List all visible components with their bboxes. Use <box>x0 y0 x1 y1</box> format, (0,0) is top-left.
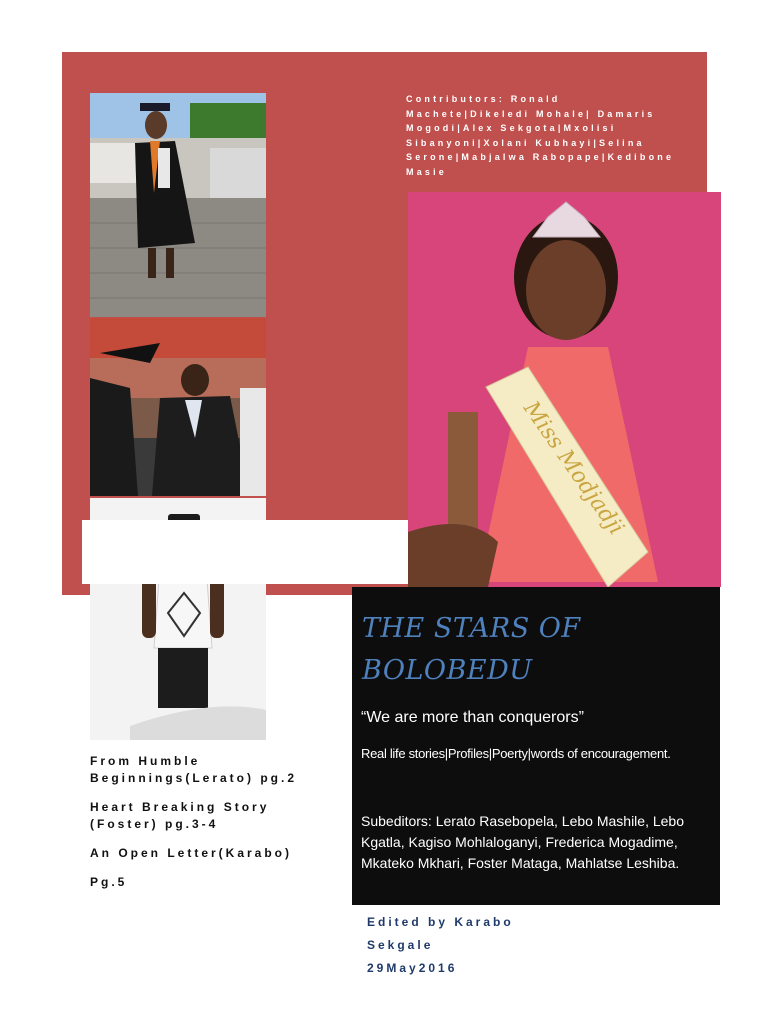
toc-item: Pg.5 <box>90 875 128 889</box>
editor-line: Edited by Karabo <box>367 915 514 929</box>
editor-credit <box>367 911 514 980</box>
table-of-contents <box>90 753 340 903</box>
tagline: “We are more than conquerors” <box>361 709 584 726</box>
toc-item: An Open Letter(Karabo) <box>90 846 293 860</box>
divider-strip <box>82 520 408 584</box>
graduation-photo <box>90 93 266 317</box>
subeditors-text: Subeditors: Lerato Rasebopela, Lebo Mashile, Lebo Kgatla, Kagiso Mohlaloganyi, Frederica Mogadime, Mkateko Mkhari, Foster Mataga, Mahlatse Leshiba. <box>361 813 684 871</box>
sash-text: Miss Modjadji <box>518 396 629 540</box>
editor-line: Sekgale <box>367 938 434 952</box>
toc-item: From Humble Beginnings(Lerato) pg.2 <box>90 754 297 785</box>
toc-item: Heart Breaking Story (Foster) pg.3-4 <box>90 800 270 831</box>
magazine-title: THE STARS OF BOLOBEDU <box>362 613 581 686</box>
sub-tagline: Real life stories|Profiles|Poerty|words of encouragement. <box>361 746 671 761</box>
contributors-list: Contributors: Ronald Machete|Dikeledi Mohale| Damaris Mogodi|Alex Sekgota|Mxolisi Sibanyoni|Xolani Kubhayi|Selina Serone|Mabjalwa Rabopape|Kedibone Masie <box>406 94 675 177</box>
editor-date: 29May2016 <box>367 961 458 975</box>
miss-modjadji-photo <box>408 192 721 587</box>
group-graduation-photo <box>90 318 266 496</box>
